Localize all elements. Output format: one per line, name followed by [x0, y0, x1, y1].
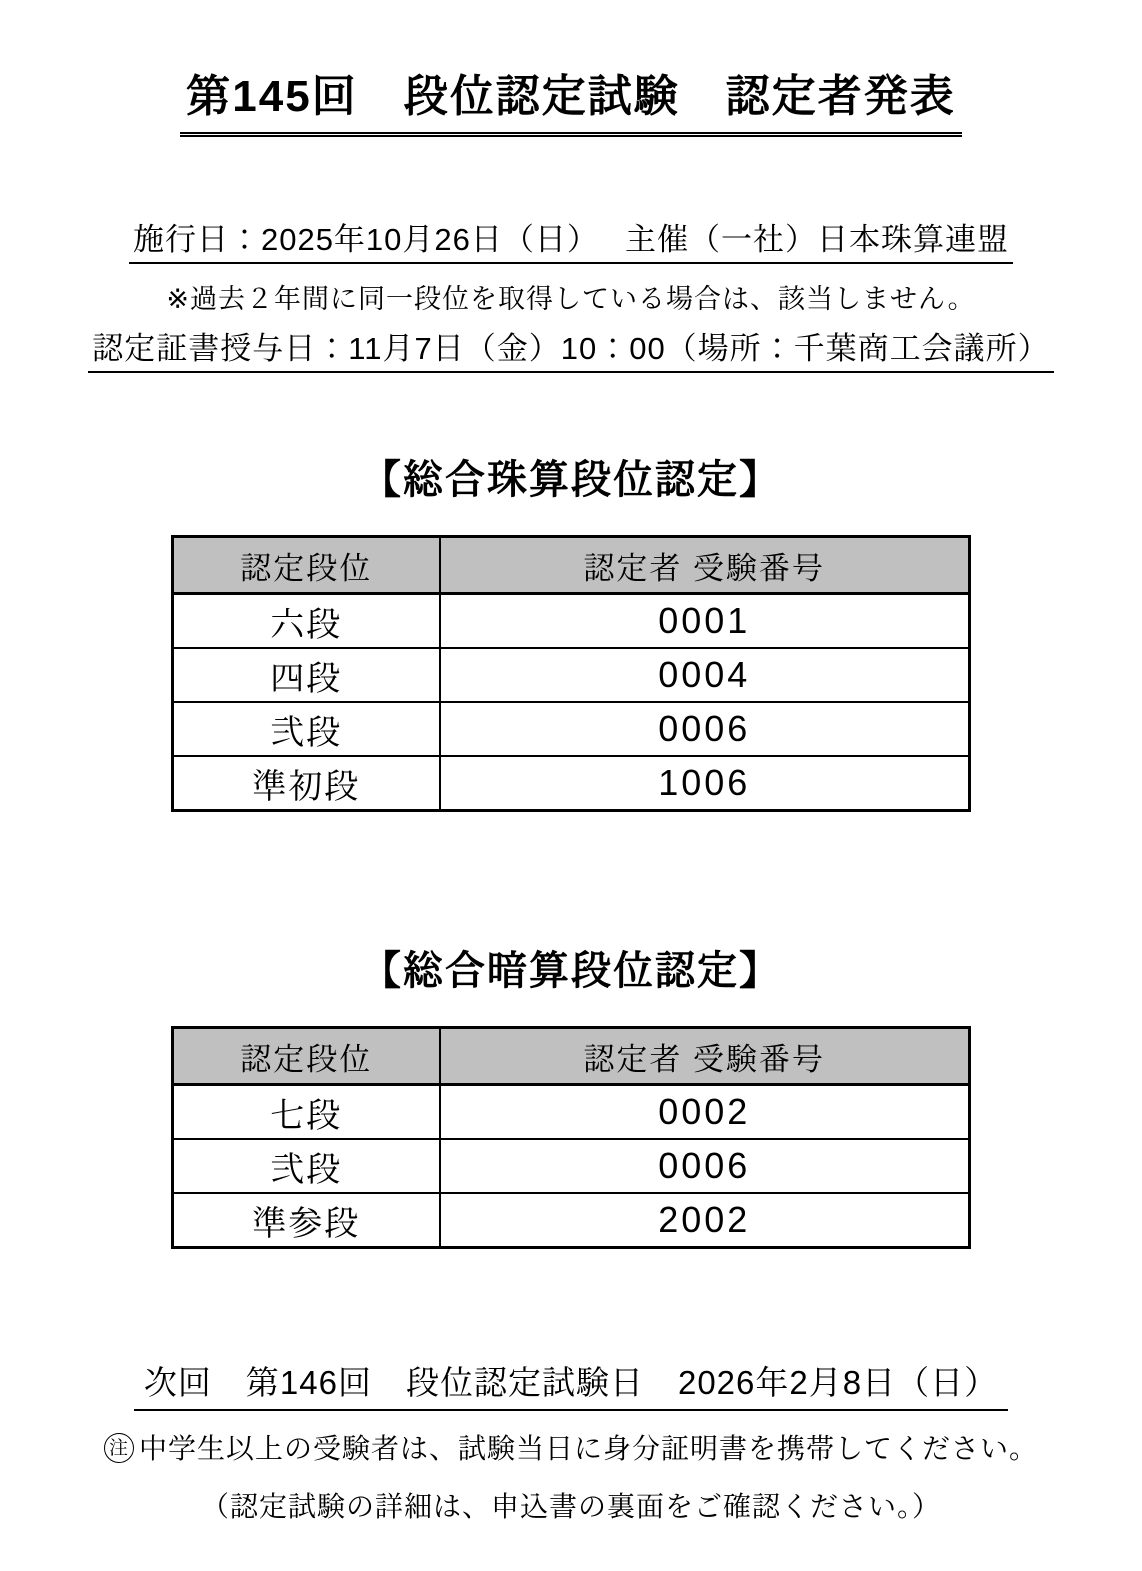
rank-cell: 六段 — [173, 594, 440, 649]
table-row — [173, 756, 970, 811]
section-heading-anzan: 【総合暗算段位認定】 — [361, 949, 781, 994]
next-exam-line: 次回 第146回 段位認定試験日 2026年2月8日（日） — [134, 1363, 1008, 1411]
number-cell: 2002 — [440, 1193, 970, 1248]
header-cell-rank: 認定段位 — [173, 1028, 440, 1085]
rank-cell: 七段 — [173, 1085, 440, 1140]
exam-date-line: 施行日：2025年10月26日（日） 主催（一社）日本珠算連盟 — [129, 221, 1013, 264]
soroban-dan-table — [171, 535, 971, 812]
table-row — [173, 1139, 970, 1193]
table-row — [173, 648, 970, 702]
certificate-award-line: 認定証書授与日：11月7日（金）10：00（場所：千葉商工会議所） — [88, 330, 1053, 373]
header-cell-number: 認定者 受験番号 — [440, 1028, 970, 1085]
rank-cell: 準初段 — [173, 756, 440, 811]
id-requirement-note — [104, 1431, 1038, 1466]
number-cell: 0001 — [440, 594, 970, 649]
header-cell-number: 認定者 受験番号 — [440, 537, 970, 594]
table-row — [173, 702, 970, 756]
detail-note: （認定試験の詳細は、申込書の裏面をご確認ください。） — [200, 1490, 941, 1522]
exclusion-note: ※過去２年間に同一段位を取得している場合は、該当しません。 — [166, 283, 976, 314]
table-header-row — [173, 537, 970, 594]
number-cell: 0004 — [440, 648, 970, 702]
rank-cell: 準参段 — [173, 1193, 440, 1248]
rank-cell: 四段 — [173, 648, 440, 702]
number-cell: 0002 — [440, 1085, 970, 1140]
rank-cell: 弐段 — [173, 1139, 440, 1193]
table-row — [173, 594, 970, 649]
id-requirement-text: 中学生以上の受験者は、試験当日に身分証明書を携帯してください。 — [138, 1432, 1038, 1464]
anzan-dan-table — [171, 1026, 971, 1249]
number-cell: 1006 — [440, 756, 970, 811]
rank-cell: 弐段 — [173, 702, 440, 756]
table-row — [173, 1193, 970, 1248]
table-row — [173, 1085, 970, 1140]
number-cell: 0006 — [440, 702, 970, 756]
number-cell: 0006 — [440, 1139, 970, 1193]
header-cell-rank: 認定段位 — [173, 537, 440, 594]
section-heading-soroban: 【総合珠算段位認定】 — [361, 458, 781, 503]
table-header-row — [173, 1028, 970, 1085]
page-title: 第145回 段位認定試験 認定者発表 — [180, 72, 961, 137]
circled-note-icon: 注 — [104, 1433, 134, 1463]
